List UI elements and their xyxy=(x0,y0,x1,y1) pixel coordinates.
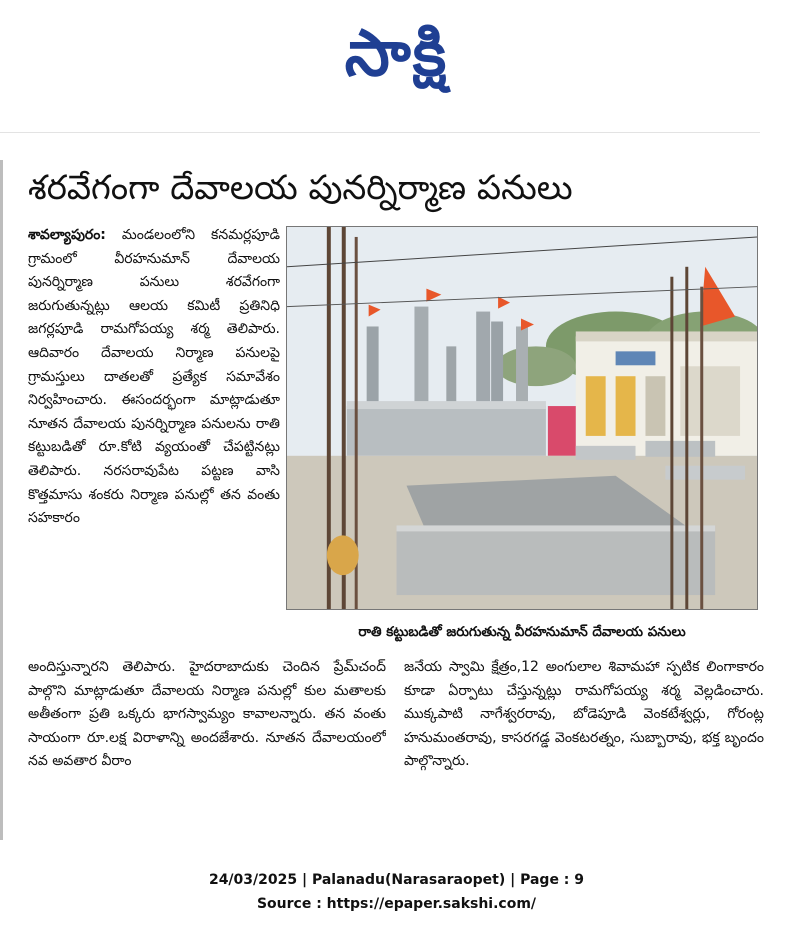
article-photo xyxy=(286,226,758,610)
article-headline: శరవేగంగా దేవాలయ పునర్నిర్మాణ పనులు xyxy=(28,168,573,208)
temple-construction-photo xyxy=(287,227,757,609)
photo-caption: రాతి కట్టుబడితో జరుగుతున్న వీరహనుమాన్ దేవాలయ పనులు xyxy=(358,624,686,640)
article-column-1 xyxy=(28,224,280,644)
article-column-2: జనేయ స్వామి క్షేత్రం,12 అంగులాల శివామహా స్పటిక లింగాకారం కూడా ఏర్పాటు చేస్తున్నట్లు రామగోపయ్య శర్మ వెల్లడించారు. ముక్కపాటి నాగేశ్వరరావు, బోడెపూడి వెంకటేశ్వర్లు, గోరంట్ల హనుమంతరావు, కాసరగడ్డ వెంకటరత్నం, సుబ్బారావు, భక్త బృందం పాల్గొన్నారు. xyxy=(404,659,764,770)
source-link[interactable]: https://epaper.sakshi.com/ xyxy=(326,896,537,912)
column-rule xyxy=(0,160,3,840)
masthead-logo xyxy=(0,10,793,100)
page-footer xyxy=(0,868,793,916)
article-column-1-continued: అందిస్తున్నారని తెలిపారు. హైదరాబాదుకు చెందిన ప్రేమ్‌చంద్ పాల్గొని మాట్లాడుతూ దేవాలయ నిర్మాణ పనుల్లో కుల మతాలకు అతీతంగా ప్రతి ఒక్కరు భాగస్వామ్యం కావాలన్నారు. తన వంతు సాయంగా రూ.లక్ష విరాళాన్ని అందజేశారు. నూతన దేవాలయంలో నవ అవతార వీరాం xyxy=(28,659,386,770)
masthead-divider xyxy=(0,132,760,133)
column-1-text: మండలంలోని కనమర్లపూడి గ్రామంలో వీరహనుమాన్ దేవాలయ పునర్నిర్మాణ పనులు శరవేగంగా జరుగుతున్నట్లు ఆలయ కమిటీ ప్రతినిధి జగర్లపూడి రామగోపయ్య శర్మ తెలిపారు. ఆదివారం దేవాలయ నిర్మాణ పనులపై గ్రామస్తులు దాతలతో ప్రత్యేక సమావేశం నిర్వహించారు. ఈసందర్భంగా మాట్లాడుతూ నూతన దేవాలయ పునర్నిర్మాణ పనులను రాతి కట్టుబడితో రూ.కోటి వ్యయంతో చేపట్టినట్లు తెలిపారు. నరసరావుపేట పట్టణ వాసి కొత్తమాసు శంకరు నిర్మాణ పనుల్లో తన వంతు సహకారం xyxy=(28,227,280,527)
source-label: Source : xyxy=(256,896,327,912)
source-line xyxy=(0,892,793,916)
article-dateline: శావల్యాపురం: xyxy=(28,227,106,243)
edition-info: 24/03/2025 | Palanadu(Narasaraopet) | Page : 9 xyxy=(208,872,585,888)
logo-text: సాక్షి xyxy=(344,17,449,91)
